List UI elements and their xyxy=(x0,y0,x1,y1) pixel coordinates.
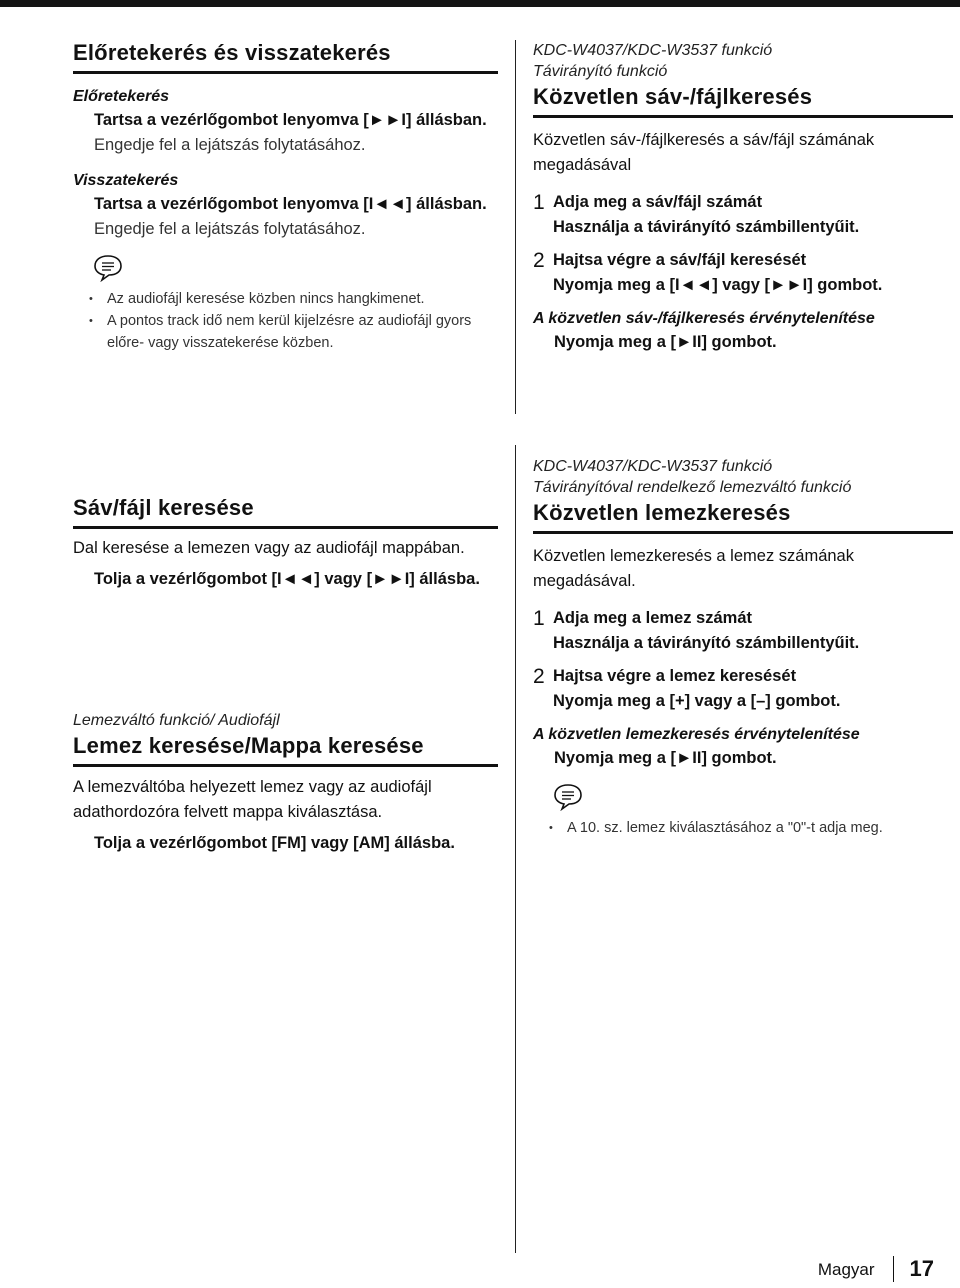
step-heading: Adja meg a sáv/fájl számát xyxy=(553,193,763,211)
rewind-instruction: Tartsa a vezérlőgombot lenyomva [I◄◄] állásban. xyxy=(94,195,487,213)
step xyxy=(533,664,953,714)
step-detail: Nyomja meg a [+] vagy a [–] gombot. xyxy=(553,692,841,710)
section-track-search xyxy=(73,493,498,592)
function-label: Lemezváltó funkció/ Audiofájl xyxy=(73,712,280,729)
section-title: Előretekerés és visszatekerés xyxy=(73,38,498,74)
step-detail: Használja a távirányító számbillentyűit. xyxy=(553,634,860,652)
note-item: • Az audiofájl keresése közben nincs hangkimenet. xyxy=(89,288,498,310)
step-heading: Hajtsa végre a lemez keresését xyxy=(553,667,797,685)
step-number: 2 xyxy=(533,665,545,688)
step-heading: Adja meg a lemez számát xyxy=(553,609,752,627)
function-label: Távirányító funkció xyxy=(533,63,668,80)
section-title: Közvetlen sáv-/fájlkeresés xyxy=(533,82,953,118)
cancel-instruction: Nyomja meg a [►II] gombot. xyxy=(554,333,777,351)
step-heading: Hajtsa végre a sáv/fájl keresését xyxy=(553,251,807,269)
column-divider xyxy=(515,40,516,414)
footer-language: Magyar xyxy=(817,1260,875,1279)
rewind-label: Visszatekerés xyxy=(73,172,179,189)
section-instruction: Tolja a vezérlőgombot [FM] vagy [AM] állásba. xyxy=(94,834,455,852)
fast-forward-label: Előretekerés xyxy=(73,88,170,105)
note-icon xyxy=(93,254,123,282)
step xyxy=(533,190,953,240)
section-direct-disc-search xyxy=(533,456,953,839)
section-direct-track-search xyxy=(533,40,953,355)
step-detail: Nyomja meg a [I◄◄] vagy [►►I] gombot. xyxy=(553,276,883,294)
fast-forward-instruction: Tartsa a vezérlőgombot lenyomva [►►I] állásban. xyxy=(94,111,487,129)
step-number: 1 xyxy=(533,607,545,630)
section-intro: Közvetlen sáv-/fájlkeresés a sáv/fájl számának megadásával xyxy=(533,131,875,174)
section-disc-folder-search xyxy=(73,710,498,856)
model-label: KDC-W4037/KDC-W3537 funkció xyxy=(533,42,773,59)
step-detail: Használja a távirányító számbillentyűit. xyxy=(553,218,860,236)
top-rule xyxy=(0,0,960,7)
note-list xyxy=(73,288,498,354)
note-item: • A pontos track idő nem kerül kijelzésre az audiofájl gyors előre- vagy visszatekerése közben. xyxy=(89,310,498,354)
step xyxy=(533,606,953,656)
fast-forward-release: Engedje fel a lejátszás folytatásához. xyxy=(94,136,366,154)
section-fast-forward-rewind xyxy=(73,38,498,354)
function-label: Távirányítóval rendelkező lemezváltó funkció xyxy=(533,479,852,496)
section-title: Közvetlen lemezkeresés xyxy=(533,498,953,534)
section-instruction: Tolja a vezérlőgombot [I◄◄] vagy [►►I] állásba. xyxy=(94,570,480,588)
cancel-label: A közvetlen lemezkeresés érvénytelenítése xyxy=(533,726,860,743)
note-item: • A 10. sz. lemez kiválasztásához a "0"-t adja meg. xyxy=(549,817,953,839)
page-number: 17 xyxy=(909,1256,934,1281)
step-number: 1 xyxy=(533,191,545,214)
cancel-instruction: Nyomja meg a [►II] gombot. xyxy=(554,749,777,767)
cancel-label: A közvetlen sáv-/fájlkeresés érvénytelenítése xyxy=(533,310,875,327)
section-intro: A lemezváltóba helyezett lemez vagy az audiofájl adathordozóra felvett mappa kiválasztása. xyxy=(73,778,432,821)
step xyxy=(533,248,953,298)
column-divider xyxy=(515,445,516,1253)
step-number: 2 xyxy=(533,249,545,272)
section-intro: Dal keresése a lemezen vagy az audiofájl mappában. xyxy=(73,539,465,557)
page-footer xyxy=(818,1256,934,1282)
section-intro: Közvetlen lemezkeresés a lemez számának megadásával. xyxy=(533,547,854,590)
rewind-release: Engedje fel a lejátszás folytatásához. xyxy=(94,220,366,238)
section-title: Lemez keresése/Mappa keresése xyxy=(73,731,498,767)
section-title: Sáv/fájl keresése xyxy=(73,493,498,529)
note-list xyxy=(533,817,953,839)
model-label: KDC-W4037/KDC-W3537 funkció xyxy=(533,458,773,475)
note-icon xyxy=(553,783,583,811)
